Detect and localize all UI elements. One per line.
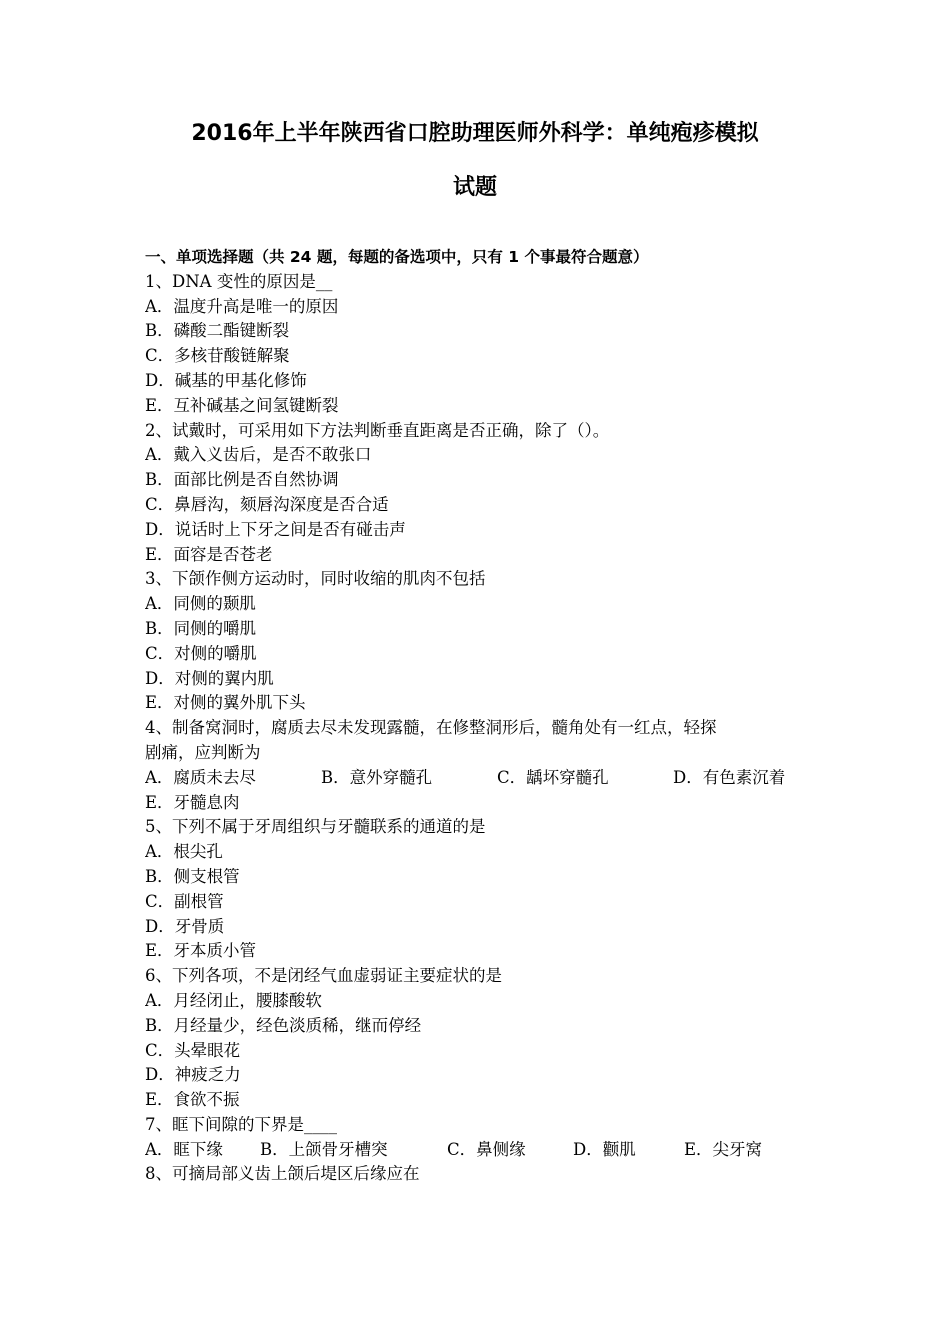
- question-6-option-e: E．食欲不振: [145, 1090, 240, 1110]
- question-3-option-b: B．同侧的嚼肌: [145, 618, 257, 638]
- question-1-stem: 1、DNA 变性的原因是__: [145, 271, 333, 291]
- question-6-stem: 6、下列各项，不是闭经气血虚弱证主要症状的是: [145, 966, 502, 986]
- question-7-option-a: A．眶下缘: [145, 1139, 223, 1159]
- question-5-option-d: D．牙骨质: [145, 916, 225, 936]
- section-heading: 一、单项选择题（共 24 题，每题的备选项中，只有 1 个事最符合题意）: [145, 248, 649, 266]
- document-title-line1: 2016年上半年陕西省口腔助理医师外科学：单纯疱疹模拟: [191, 121, 759, 146]
- question-4-stem-line1: 4、制备窝洞时，腐质去尽未发现露髓，在修整洞形后，髓角处有一红点，轻探: [145, 718, 717, 738]
- question-4-option-d: D．有色素沉着: [673, 767, 786, 787]
- question-1-option-b: B．磷酸二酯键断裂: [145, 321, 290, 341]
- question-2-option-c: C．鼻唇沟，颏唇沟深度是否合适: [145, 494, 389, 514]
- question-1-option-e: E．互补碱基之间氢键断裂: [145, 395, 339, 415]
- question-4-option-b: B．意外穿髓孔: [321, 767, 433, 787]
- question-3-stem: 3、下颌作侧方运动时，同时收缩的肌肉不包括: [145, 569, 486, 589]
- question-2-stem: 2、试戴时，可采用如下方法判断垂直距离是否正确，除了（）。: [145, 420, 610, 440]
- question-4-option-e: E．牙髓息肉: [145, 792, 240, 812]
- question-4-option-c: C．龋坏穿髓孔: [497, 767, 609, 787]
- question-6-option-c: C．头晕眼花: [145, 1040, 241, 1060]
- question-7-option-b: B．上颌骨牙槽突: [260, 1139, 388, 1159]
- question-2-option-a: A．戴入义齿后，是否不敢张口: [145, 445, 372, 465]
- document-title-line2: 试题: [452, 175, 497, 200]
- question-7-stem: 7、眶下间隙的下界是____: [145, 1114, 337, 1134]
- question-5-stem: 5、下列不属于牙周组织与牙髓联系的通道的是: [145, 817, 486, 837]
- question-6-option-d: D．神疲乏力: [145, 1065, 241, 1085]
- question-4-stem-line2: 剧痛，应判断为: [145, 742, 261, 762]
- question-6-option-b: B．月经量少，经色淡质稀，继而停经: [145, 1015, 422, 1035]
- question-3-option-a: A．同侧的颞肌: [145, 594, 256, 614]
- question-7-options-row: [145, 1138, 810, 1163]
- question-2-option-e: E．面容是否苍老: [145, 544, 273, 564]
- question-1-option-c: C．多核苷酸链解聚: [145, 346, 290, 366]
- question-5-option-e: E．牙本质小管: [145, 941, 257, 961]
- question-2-option-d: D．说话时上下牙之间是否有碰击声: [145, 519, 406, 539]
- question-7-option-d: D．颧肌: [573, 1139, 636, 1159]
- question-1-option-a: A．温度升高是唯一的原因: [145, 296, 339, 316]
- question-7-option-c: C．鼻侧缘: [447, 1139, 526, 1159]
- question-3-option-e: E．对侧的翼外肌下头: [145, 693, 306, 713]
- question-2-option-b: B．面部比例是否自然协调: [145, 470, 339, 490]
- exam-content: [145, 245, 810, 1187]
- question-8-stem: 8、可摘局部义齿上颌后堤区后缘应在: [145, 1164, 420, 1184]
- question-7-option-e: E．尖牙窝: [684, 1139, 763, 1159]
- question-1-option-d: D．碱基的甲基化修饰: [145, 370, 307, 390]
- question-5-option-a: A．根尖孔: [145, 842, 223, 862]
- question-4-options-row: [145, 766, 810, 791]
- question-4-option-a: A．腐质未去尽: [145, 767, 256, 787]
- question-5-option-c: C．副根管: [145, 891, 224, 911]
- question-3-option-c: C．对侧的嚼肌: [145, 643, 257, 663]
- question-5-option-b: B．侧支根管: [145, 866, 240, 886]
- question-6-option-a: A．月经闭止，腰膝酸软: [145, 990, 322, 1010]
- question-3-option-d: D．对侧的翼内肌: [145, 668, 274, 688]
